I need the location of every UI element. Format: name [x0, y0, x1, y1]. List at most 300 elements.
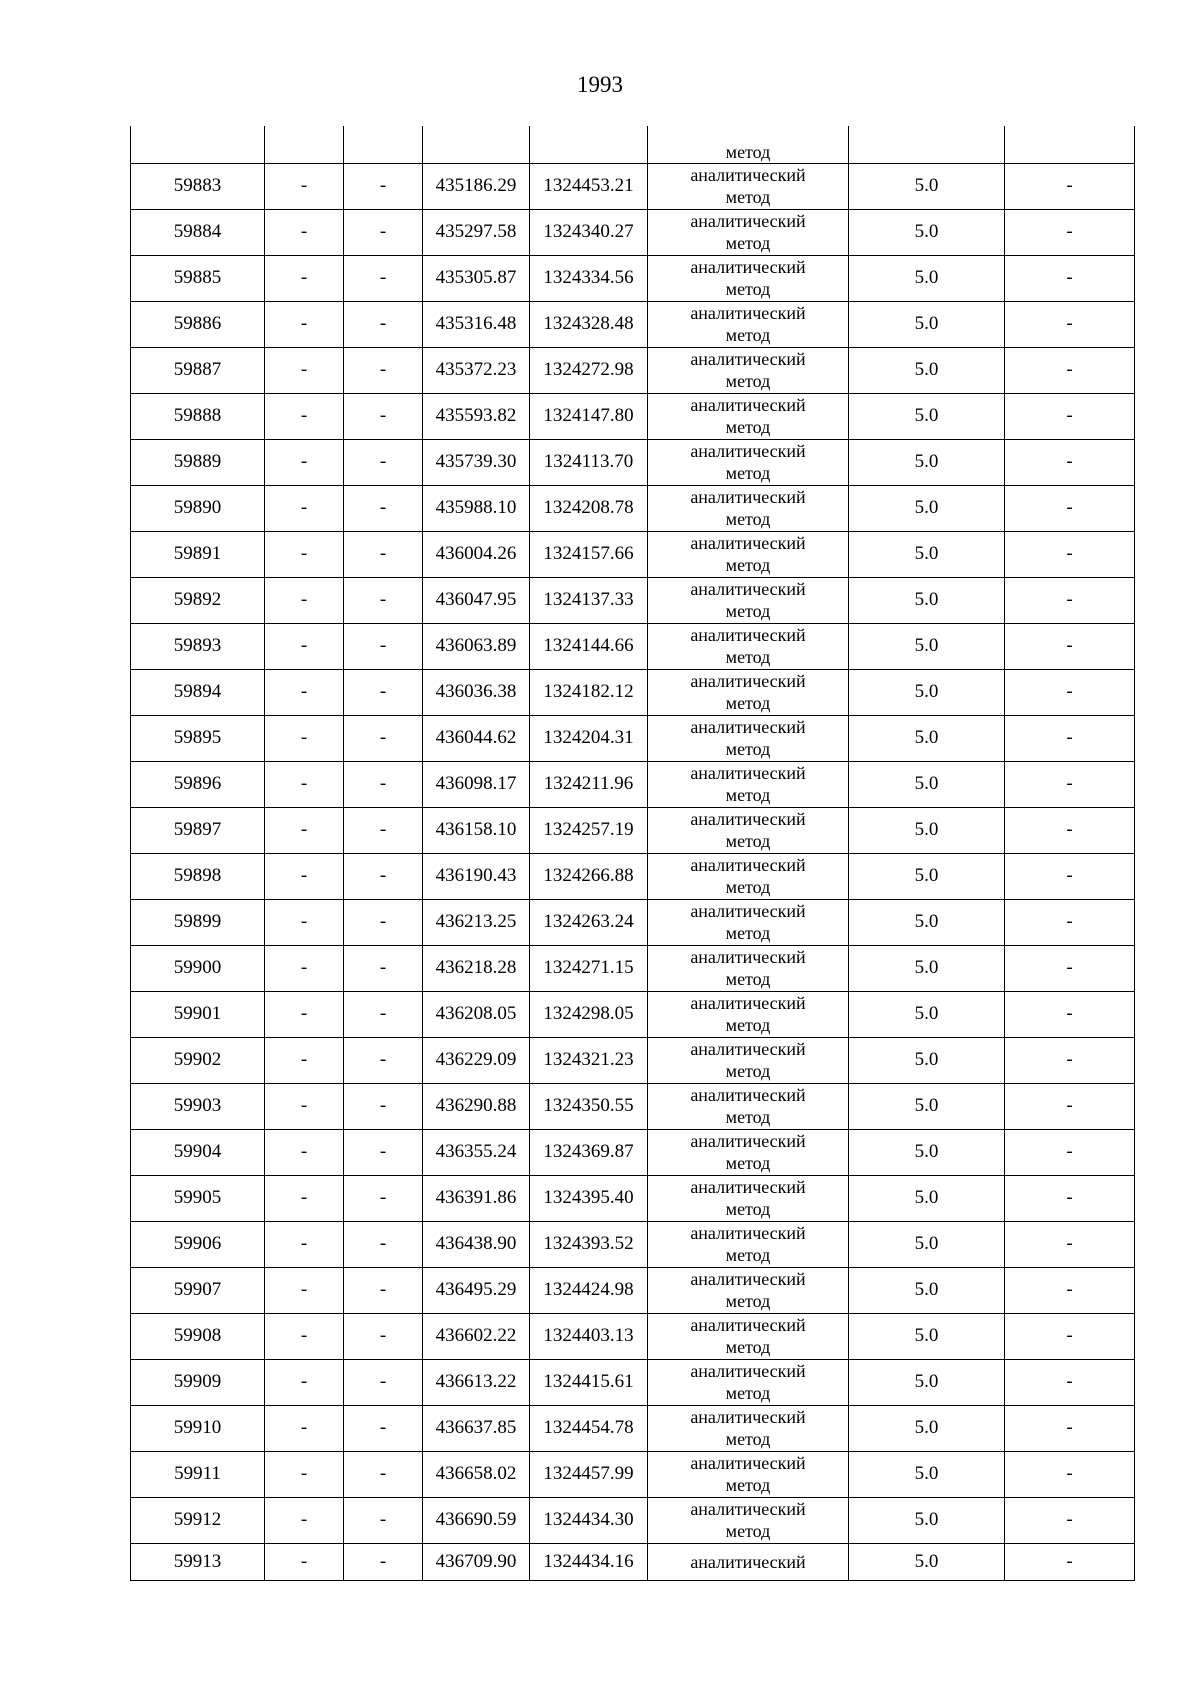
cell-x: 436658.02 [423, 1451, 530, 1497]
cell-id: 59888 [131, 393, 265, 439]
cell-id: 59897 [131, 807, 265, 853]
method-line: метод [725, 1383, 771, 1403]
cell-col2: - [265, 485, 344, 531]
cell-id: 59912 [131, 1497, 265, 1543]
cell-col3: - [344, 439, 423, 485]
cell-y: 1324272.98 [530, 347, 648, 393]
cell-y: 1324137.33 [530, 577, 648, 623]
cell-precision: 5.0 [849, 1405, 1005, 1451]
cell-method [648, 669, 849, 715]
cell-precision: 5.0 [849, 1451, 1005, 1497]
cell-method [648, 1037, 849, 1083]
cell-y: 1324266.88 [530, 853, 648, 899]
cell-precision: 5.0 [849, 991, 1005, 1037]
cell-col3: - [344, 485, 423, 531]
cell-col3: - [344, 1083, 423, 1129]
method-line: аналитический [690, 1131, 806, 1151]
cell-x: 435372.23 [423, 347, 530, 393]
cell-x: 436637.85 [423, 1405, 530, 1451]
cell-method [648, 255, 849, 301]
cell-y: 1324147.80 [530, 393, 648, 439]
method-line: метод [725, 463, 771, 483]
cell-precision: 5.0 [849, 623, 1005, 669]
cell-col8: - [1005, 1543, 1135, 1580]
cell-precision: 5.0 [849, 1175, 1005, 1221]
cell-y: 1324424.98 [530, 1267, 648, 1313]
table-row [131, 1497, 1135, 1543]
cell-col2: - [265, 1129, 344, 1175]
cell-col8: - [1005, 1037, 1135, 1083]
cell-y: 1324434.16 [530, 1543, 648, 1580]
cell-method [648, 1543, 849, 1580]
table-row [131, 853, 1135, 899]
cell-col2: - [265, 991, 344, 1037]
cell-col8: - [1005, 439, 1135, 485]
cell-id: 59891 [131, 531, 265, 577]
cell-col2: - [265, 761, 344, 807]
method-line: метод [725, 1337, 771, 1357]
method-line: аналитический [690, 579, 806, 599]
cell-col3: - [344, 209, 423, 255]
cell-col3: - [344, 1451, 423, 1497]
cell-method [648, 347, 849, 393]
cell-col8: - [1005, 163, 1135, 209]
cell-method [648, 1313, 849, 1359]
table-row [131, 1037, 1135, 1083]
cell-y: 1324182.12 [530, 669, 648, 715]
method-line: метод [725, 969, 771, 989]
table-row [131, 301, 1135, 347]
cell-precision: 5.0 [849, 807, 1005, 853]
cell-x: 435739.30 [423, 439, 530, 485]
cell-col8: - [1005, 623, 1135, 669]
cell-col2: - [265, 1405, 344, 1451]
cell-x: 436218.28 [423, 945, 530, 991]
cell-id: 59900 [131, 945, 265, 991]
table-row [131, 347, 1135, 393]
cell-col2 [265, 126, 344, 163]
cell-col2: - [265, 393, 344, 439]
cell-precision: 5.0 [849, 209, 1005, 255]
coordinates-table [130, 126, 1135, 1581]
cell-y: 1324350.55 [530, 1083, 648, 1129]
method-line: аналитический [690, 1085, 806, 1105]
cell-col3: - [344, 1129, 423, 1175]
cell-method [648, 1405, 849, 1451]
cell-precision: 5.0 [849, 1267, 1005, 1313]
method-line: аналитический [690, 1551, 806, 1572]
table-row [131, 761, 1135, 807]
cell-x: 436391.86 [423, 1175, 530, 1221]
cell-precision: 5.0 [849, 1037, 1005, 1083]
cell-col3: - [344, 761, 423, 807]
cell-col2: - [265, 1451, 344, 1497]
cell-precision: 5.0 [849, 1083, 1005, 1129]
cell-id: 59885 [131, 255, 265, 301]
cell-precision: 5.0 [849, 715, 1005, 761]
cell-precision: 5.0 [849, 945, 1005, 991]
method-line: метод [725, 509, 771, 529]
method-line: метод [725, 325, 771, 345]
cell-col8: - [1005, 347, 1135, 393]
cell-id: 59907 [131, 1267, 265, 1313]
table-row [131, 577, 1135, 623]
cell-col3: - [344, 1313, 423, 1359]
cell-precision: 5.0 [849, 899, 1005, 945]
table-row [131, 255, 1135, 301]
cell-x: 436709.90 [423, 1543, 530, 1580]
cell-col2: - [265, 1359, 344, 1405]
cell-precision: 5.0 [849, 853, 1005, 899]
table-row [131, 1359, 1135, 1405]
cell-x: 436495.29 [423, 1267, 530, 1313]
cell-method [648, 715, 849, 761]
cell-method [648, 1083, 849, 1129]
cell-id: 59893 [131, 623, 265, 669]
cell-precision: 5.0 [849, 1221, 1005, 1267]
cell-id: 59909 [131, 1359, 265, 1405]
cell-method [648, 899, 849, 945]
cell-x [423, 126, 530, 163]
cell-x: 435316.48 [423, 301, 530, 347]
cell-col3: - [344, 1221, 423, 1267]
cell-y: 1324334.56 [530, 255, 648, 301]
cell-col3: - [344, 255, 423, 301]
cell-precision: 5.0 [849, 301, 1005, 347]
method-line: аналитический [690, 533, 806, 553]
cell-y: 1324454.78 [530, 1405, 648, 1451]
cell-col2: - [265, 439, 344, 485]
cell-id: 59890 [131, 485, 265, 531]
table-row [131, 485, 1135, 531]
method-line: аналитический [690, 165, 806, 185]
cell-method [648, 485, 849, 531]
method-line: метод [725, 279, 771, 299]
cell-col8: - [1005, 669, 1135, 715]
cell-method [648, 1129, 849, 1175]
cell-id: 59908 [131, 1313, 265, 1359]
cell-col3: - [344, 301, 423, 347]
method-line: метод [725, 739, 771, 759]
cell-col3: - [344, 1267, 423, 1313]
cell-col3: - [344, 899, 423, 945]
cell-id: 59906 [131, 1221, 265, 1267]
method-line: метод [725, 693, 771, 713]
table-row [131, 899, 1135, 945]
cell-id: 59895 [131, 715, 265, 761]
method-line: аналитический [690, 901, 806, 921]
method-line: метод [725, 417, 771, 437]
method-line: аналитический [690, 1223, 806, 1243]
cell-y: 1324321.23 [530, 1037, 648, 1083]
cell-col3: - [344, 853, 423, 899]
method-line: метод [725, 555, 771, 575]
table-row [131, 1267, 1135, 1313]
cell-col8: - [1005, 761, 1135, 807]
cell-col3: - [344, 1175, 423, 1221]
cell-col8: - [1005, 1221, 1135, 1267]
cell-y: 1324393.52 [530, 1221, 648, 1267]
cell-id: 59901 [131, 991, 265, 1037]
method-line: метод [725, 877, 771, 897]
table-row [131, 209, 1135, 255]
cell-y: 1324369.87 [530, 1129, 648, 1175]
cell-method [648, 577, 849, 623]
cell-col3: - [344, 623, 423, 669]
cell-y: 1324340.27 [530, 209, 648, 255]
cell-id: 59883 [131, 163, 265, 209]
cell-method [648, 1175, 849, 1221]
cell-y: 1324457.99 [530, 1451, 648, 1497]
cell-col3: - [344, 669, 423, 715]
cell-precision [849, 126, 1005, 163]
method-line: метод [725, 233, 771, 253]
cell-col8: - [1005, 1129, 1135, 1175]
cell-x: 436290.88 [423, 1083, 530, 1129]
cell-col2: - [265, 255, 344, 301]
table-row-continuation [131, 126, 1135, 163]
cell-precision: 5.0 [849, 1497, 1005, 1543]
method-line: аналитический [690, 487, 806, 507]
method-line: метод [725, 1061, 771, 1081]
method-line: метод [725, 1107, 771, 1127]
cell-col3: - [344, 945, 423, 991]
cell-y: 1324263.24 [530, 899, 648, 945]
method-line: аналитический [690, 1039, 806, 1059]
table-row [131, 1221, 1135, 1267]
page-number: 1993 [577, 72, 623, 97]
cell-col3: - [344, 347, 423, 393]
cell-y: 1324298.05 [530, 991, 648, 1037]
method-line: аналитический [690, 717, 806, 737]
cell-x: 436158.10 [423, 807, 530, 853]
cell-id: 59911 [131, 1451, 265, 1497]
cell-y: 1324453.21 [530, 163, 648, 209]
method-line: метод [725, 371, 771, 391]
cell-id: 59902 [131, 1037, 265, 1083]
cell-y: 1324271.15 [530, 945, 648, 991]
method-line: метод [725, 187, 771, 207]
cell-col2: - [265, 347, 344, 393]
cell-col2: - [265, 1267, 344, 1313]
method-line: аналитический [690, 1453, 806, 1473]
cell-precision: 5.0 [849, 761, 1005, 807]
cell-precision: 5.0 [849, 485, 1005, 531]
cell-col8: - [1005, 1451, 1135, 1497]
cell-col8: - [1005, 1359, 1135, 1405]
table-body [131, 126, 1135, 1580]
method-line: аналитический [690, 671, 806, 691]
table-row [131, 669, 1135, 715]
cell-x: 435593.82 [423, 393, 530, 439]
cell-col2: - [265, 899, 344, 945]
cell-x: 435988.10 [423, 485, 530, 531]
cell-col8: - [1005, 1405, 1135, 1451]
method-line: метод [725, 1015, 771, 1035]
cell-method [648, 301, 849, 347]
cell-x: 436004.26 [423, 531, 530, 577]
cell-method [648, 761, 849, 807]
method-line: аналитический [690, 1499, 806, 1519]
table-row [131, 1175, 1135, 1221]
cell-precision: 5.0 [849, 669, 1005, 715]
table-row [131, 1313, 1135, 1359]
cell-y: 1324403.13 [530, 1313, 648, 1359]
method-line: аналитический [690, 1361, 806, 1381]
cell-col8: - [1005, 393, 1135, 439]
cell-x: 436190.43 [423, 853, 530, 899]
cell-col3: - [344, 715, 423, 761]
cell-col2: - [265, 301, 344, 347]
method-line: метод [725, 1245, 771, 1265]
cell-col2: - [265, 945, 344, 991]
cell-col8: - [1005, 1175, 1135, 1221]
method-line: аналитический [690, 1315, 806, 1335]
cell-y: 1324395.40 [530, 1175, 648, 1221]
cell-method [648, 853, 849, 899]
cell-precision: 5.0 [849, 1313, 1005, 1359]
method-line: аналитический [690, 1177, 806, 1197]
cell-id: 59904 [131, 1129, 265, 1175]
cell-method [648, 1451, 849, 1497]
cell-col8 [1005, 126, 1135, 163]
cell-x: 436355.24 [423, 1129, 530, 1175]
cell-x: 436063.89 [423, 623, 530, 669]
cell-y: 1324415.61 [530, 1359, 648, 1405]
cell-col2: - [265, 1221, 344, 1267]
cell-x: 435186.29 [423, 163, 530, 209]
cell-col2: - [265, 209, 344, 255]
cell-precision: 5.0 [849, 439, 1005, 485]
cell-x: 436602.22 [423, 1313, 530, 1359]
method-line: аналитический [690, 303, 806, 323]
table-row [131, 991, 1135, 1037]
cell-col8: - [1005, 715, 1135, 761]
method-line: аналитический [690, 1269, 806, 1289]
cell-id: 59894 [131, 669, 265, 715]
cell-col8: - [1005, 301, 1135, 347]
cell-x: 436229.09 [423, 1037, 530, 1083]
cell-precision: 5.0 [849, 577, 1005, 623]
cell-x: 436047.95 [423, 577, 530, 623]
cell-y [530, 126, 648, 163]
method-line: аналитический [690, 395, 806, 415]
method-line: аналитический [690, 257, 806, 277]
cell-x: 436044.62 [423, 715, 530, 761]
cell-col2: - [265, 1543, 344, 1580]
method-line: метод [725, 1475, 771, 1495]
cell-y: 1324257.19 [530, 807, 648, 853]
cell-x: 436613.22 [423, 1359, 530, 1405]
cell-col2: - [265, 715, 344, 761]
cell-col2: - [265, 1083, 344, 1129]
cell-x: 436098.17 [423, 761, 530, 807]
cell-col8: - [1005, 485, 1135, 531]
table-row [131, 1543, 1135, 1580]
method-line: метод [725, 785, 771, 805]
cell-col8: - [1005, 1313, 1135, 1359]
cell-precision: 5.0 [849, 163, 1005, 209]
method-line: аналитический [690, 993, 806, 1013]
cell-col2: - [265, 1313, 344, 1359]
table-row [131, 1451, 1135, 1497]
cell-col3: - [344, 991, 423, 1037]
table-row [131, 1083, 1135, 1129]
cell-precision: 5.0 [849, 1359, 1005, 1405]
cell-id: 59910 [131, 1405, 265, 1451]
cell-col3: - [344, 807, 423, 853]
cell-col2: - [265, 623, 344, 669]
table-row [131, 715, 1135, 761]
cell-col8: - [1005, 1267, 1135, 1313]
cell-method [648, 1221, 849, 1267]
cell-col8: - [1005, 899, 1135, 945]
cell-x: 436690.59 [423, 1497, 530, 1543]
method-line: метод [725, 1153, 771, 1173]
cell-id: 59896 [131, 761, 265, 807]
method-line: аналитический [690, 1407, 806, 1427]
method-line: метод [725, 601, 771, 621]
table-row [131, 1129, 1135, 1175]
method-line: метод [725, 1199, 771, 1219]
cell-col3: - [344, 1405, 423, 1451]
cell-col2: - [265, 577, 344, 623]
cell-col8: - [1005, 853, 1135, 899]
method-line: аналитический [690, 625, 806, 645]
cell-id: 59899 [131, 899, 265, 945]
cell-col8: - [1005, 577, 1135, 623]
method-line: метод [725, 1291, 771, 1311]
cell-col2: - [265, 669, 344, 715]
cell-method [648, 991, 849, 1037]
method-line: аналитический [690, 211, 806, 231]
cell-precision: 5.0 [849, 347, 1005, 393]
cell-id [131, 126, 265, 163]
cell-id: 59886 [131, 301, 265, 347]
cell-col3 [344, 126, 423, 163]
cell-y: 1324211.96 [530, 761, 648, 807]
cell-id: 59892 [131, 577, 265, 623]
cell-col3: - [344, 393, 423, 439]
cell-col2: - [265, 1497, 344, 1543]
cell-method [648, 531, 849, 577]
cell-col2: - [265, 531, 344, 577]
cell-col3: - [344, 1497, 423, 1543]
cell-col8: - [1005, 807, 1135, 853]
table-row [131, 623, 1135, 669]
table-row [131, 1405, 1135, 1451]
cell-col8: - [1005, 991, 1135, 1037]
method-line: метод [725, 647, 771, 667]
cell-id: 59898 [131, 853, 265, 899]
cell-col2: - [265, 853, 344, 899]
cell-x: 436036.38 [423, 669, 530, 715]
cell-method [648, 1359, 849, 1405]
cell-precision: 5.0 [849, 1129, 1005, 1175]
cell-col3: - [344, 1543, 423, 1580]
cell-precision: 5.0 [849, 393, 1005, 439]
cell-id: 59903 [131, 1083, 265, 1129]
cell-method [648, 439, 849, 485]
cell-col2: - [265, 1037, 344, 1083]
table-row [131, 163, 1135, 209]
cell-method [648, 945, 849, 991]
cell-x: 436213.25 [423, 899, 530, 945]
cell-method [648, 1497, 849, 1543]
method-line: метод [725, 1521, 771, 1541]
cell-method [648, 163, 849, 209]
cell-col8: - [1005, 209, 1135, 255]
